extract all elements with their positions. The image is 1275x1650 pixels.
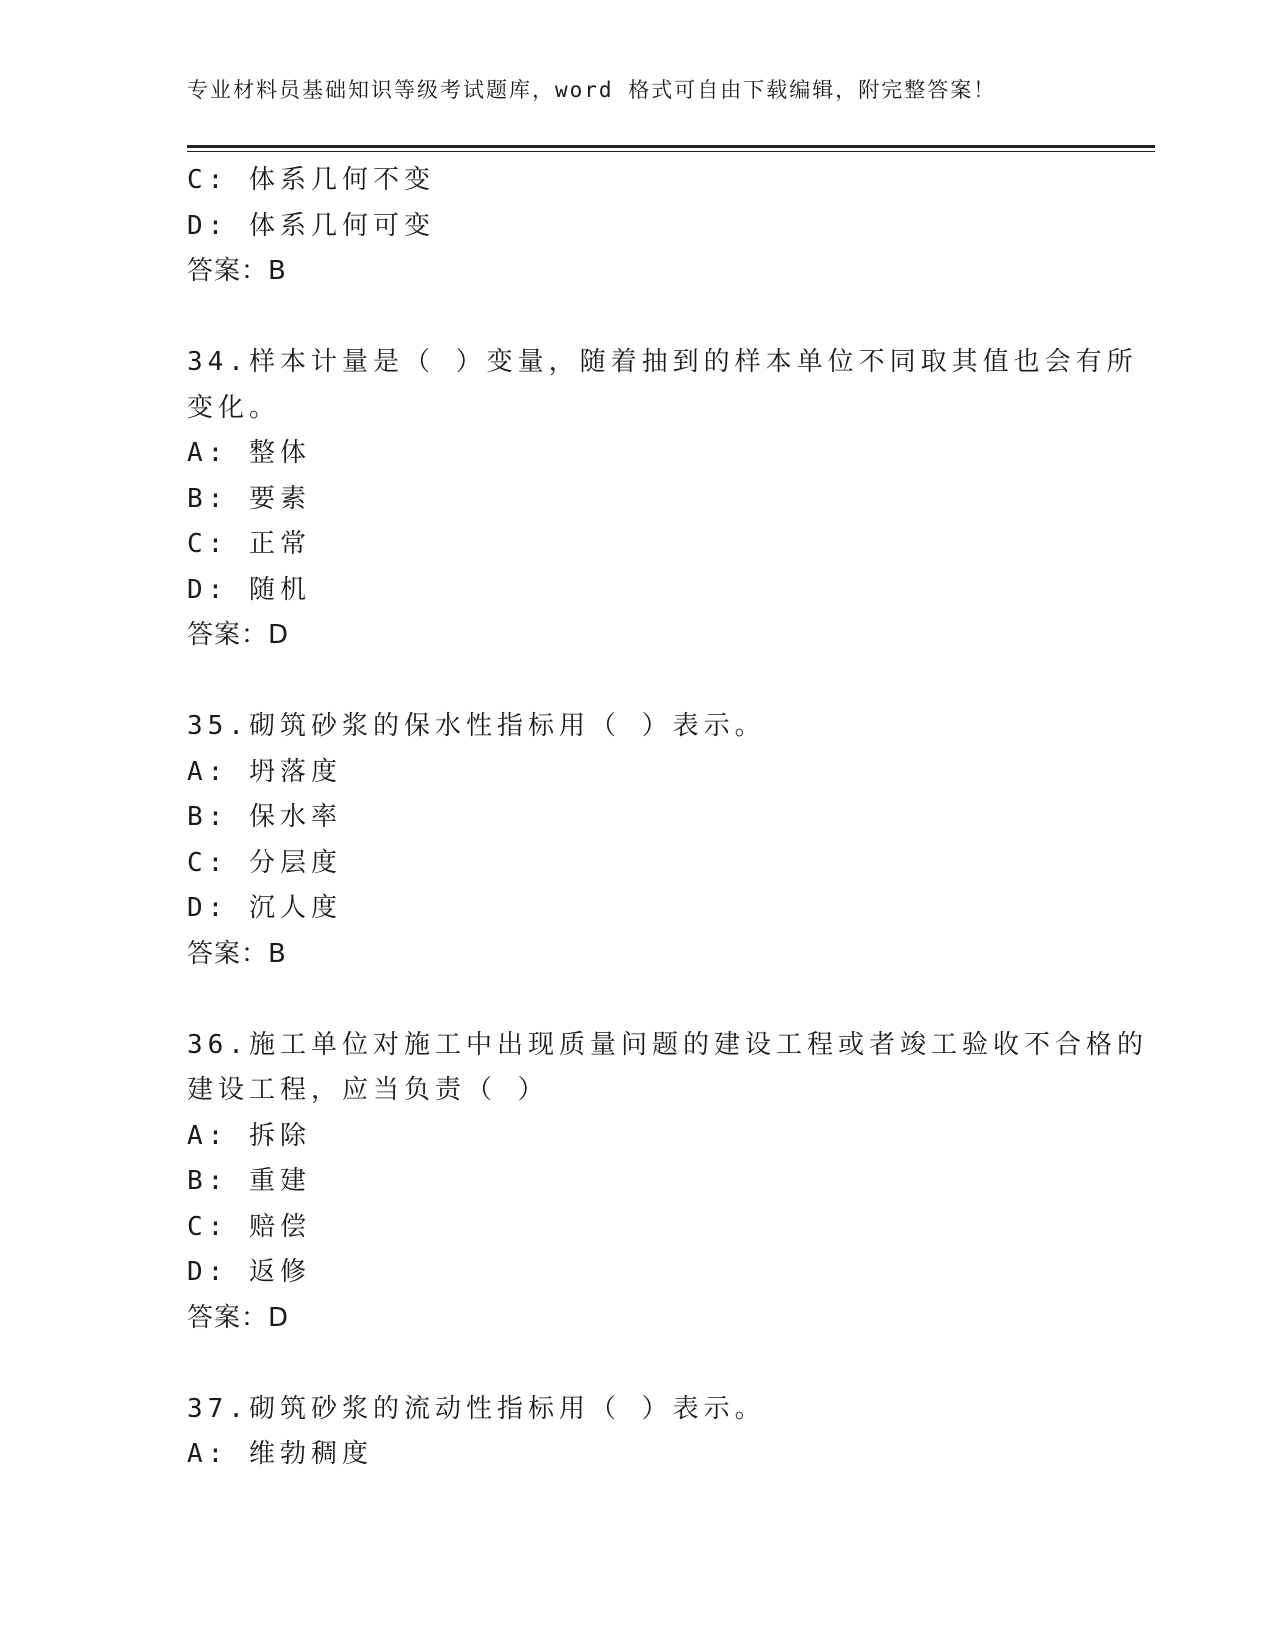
option-line: D: 返修 xyxy=(187,1257,311,1287)
answer-line: 答案：B xyxy=(187,256,287,286)
answer-line: 答案：B xyxy=(187,938,287,969)
option-line: B: 要素 xyxy=(187,483,311,514)
question-stem: 35.砌筑砂浆的保水性指标用（ ）表示。 xyxy=(187,711,766,741)
spacer xyxy=(187,977,1087,1023)
option-line: D: 随机 xyxy=(187,574,311,605)
option-line: D: 沉人度 xyxy=(187,893,342,923)
document-header: 专业材料员基础知识等级考试题库，word 格式可自由下载编辑，附完整答案！ xyxy=(187,78,997,102)
document-body xyxy=(187,158,1148,1478)
answer-line: 答案：D xyxy=(187,1302,290,1333)
header-rule-thin xyxy=(187,151,1155,152)
question-stem: 36.施工单位对施工中出现质量问题的建设工程或者竣工验收不合格的 xyxy=(187,1029,1148,1060)
option-line: A: 坍落度 xyxy=(187,756,342,787)
answer-line: 答案：D xyxy=(187,620,290,650)
spacer xyxy=(187,1341,1087,1387)
option-line: A: 维勃稠度 xyxy=(187,1439,373,1469)
option-line: A: 拆除 xyxy=(187,1120,311,1151)
option-line: D: 体系几何可变 xyxy=(187,210,435,241)
header-rule-thick xyxy=(187,145,1155,148)
spacer xyxy=(187,659,1087,705)
question-stem: 34.样本计量是（ ）变量，随着抽到的样本单位不同取其值也会有所 xyxy=(187,347,1138,377)
spacer xyxy=(187,295,1087,341)
option-line: A: 整体 xyxy=(187,438,311,468)
option-line: C: 分层度 xyxy=(187,847,342,878)
option-line: C: 赔偿 xyxy=(187,1211,311,1242)
question-stem: 变化。 xyxy=(187,392,281,423)
question-stem: 37.砌筑砂浆的流动性指标用（ ）表示。 xyxy=(187,1393,766,1424)
option-line: B: 重建 xyxy=(187,1166,311,1196)
option-line: C: 正常 xyxy=(187,529,311,559)
option-line: C: 体系几何不变 xyxy=(187,165,435,195)
question-stem: 建设工程，应当负责（ ） xyxy=(187,1075,549,1105)
option-line: B: 保水率 xyxy=(187,802,342,832)
